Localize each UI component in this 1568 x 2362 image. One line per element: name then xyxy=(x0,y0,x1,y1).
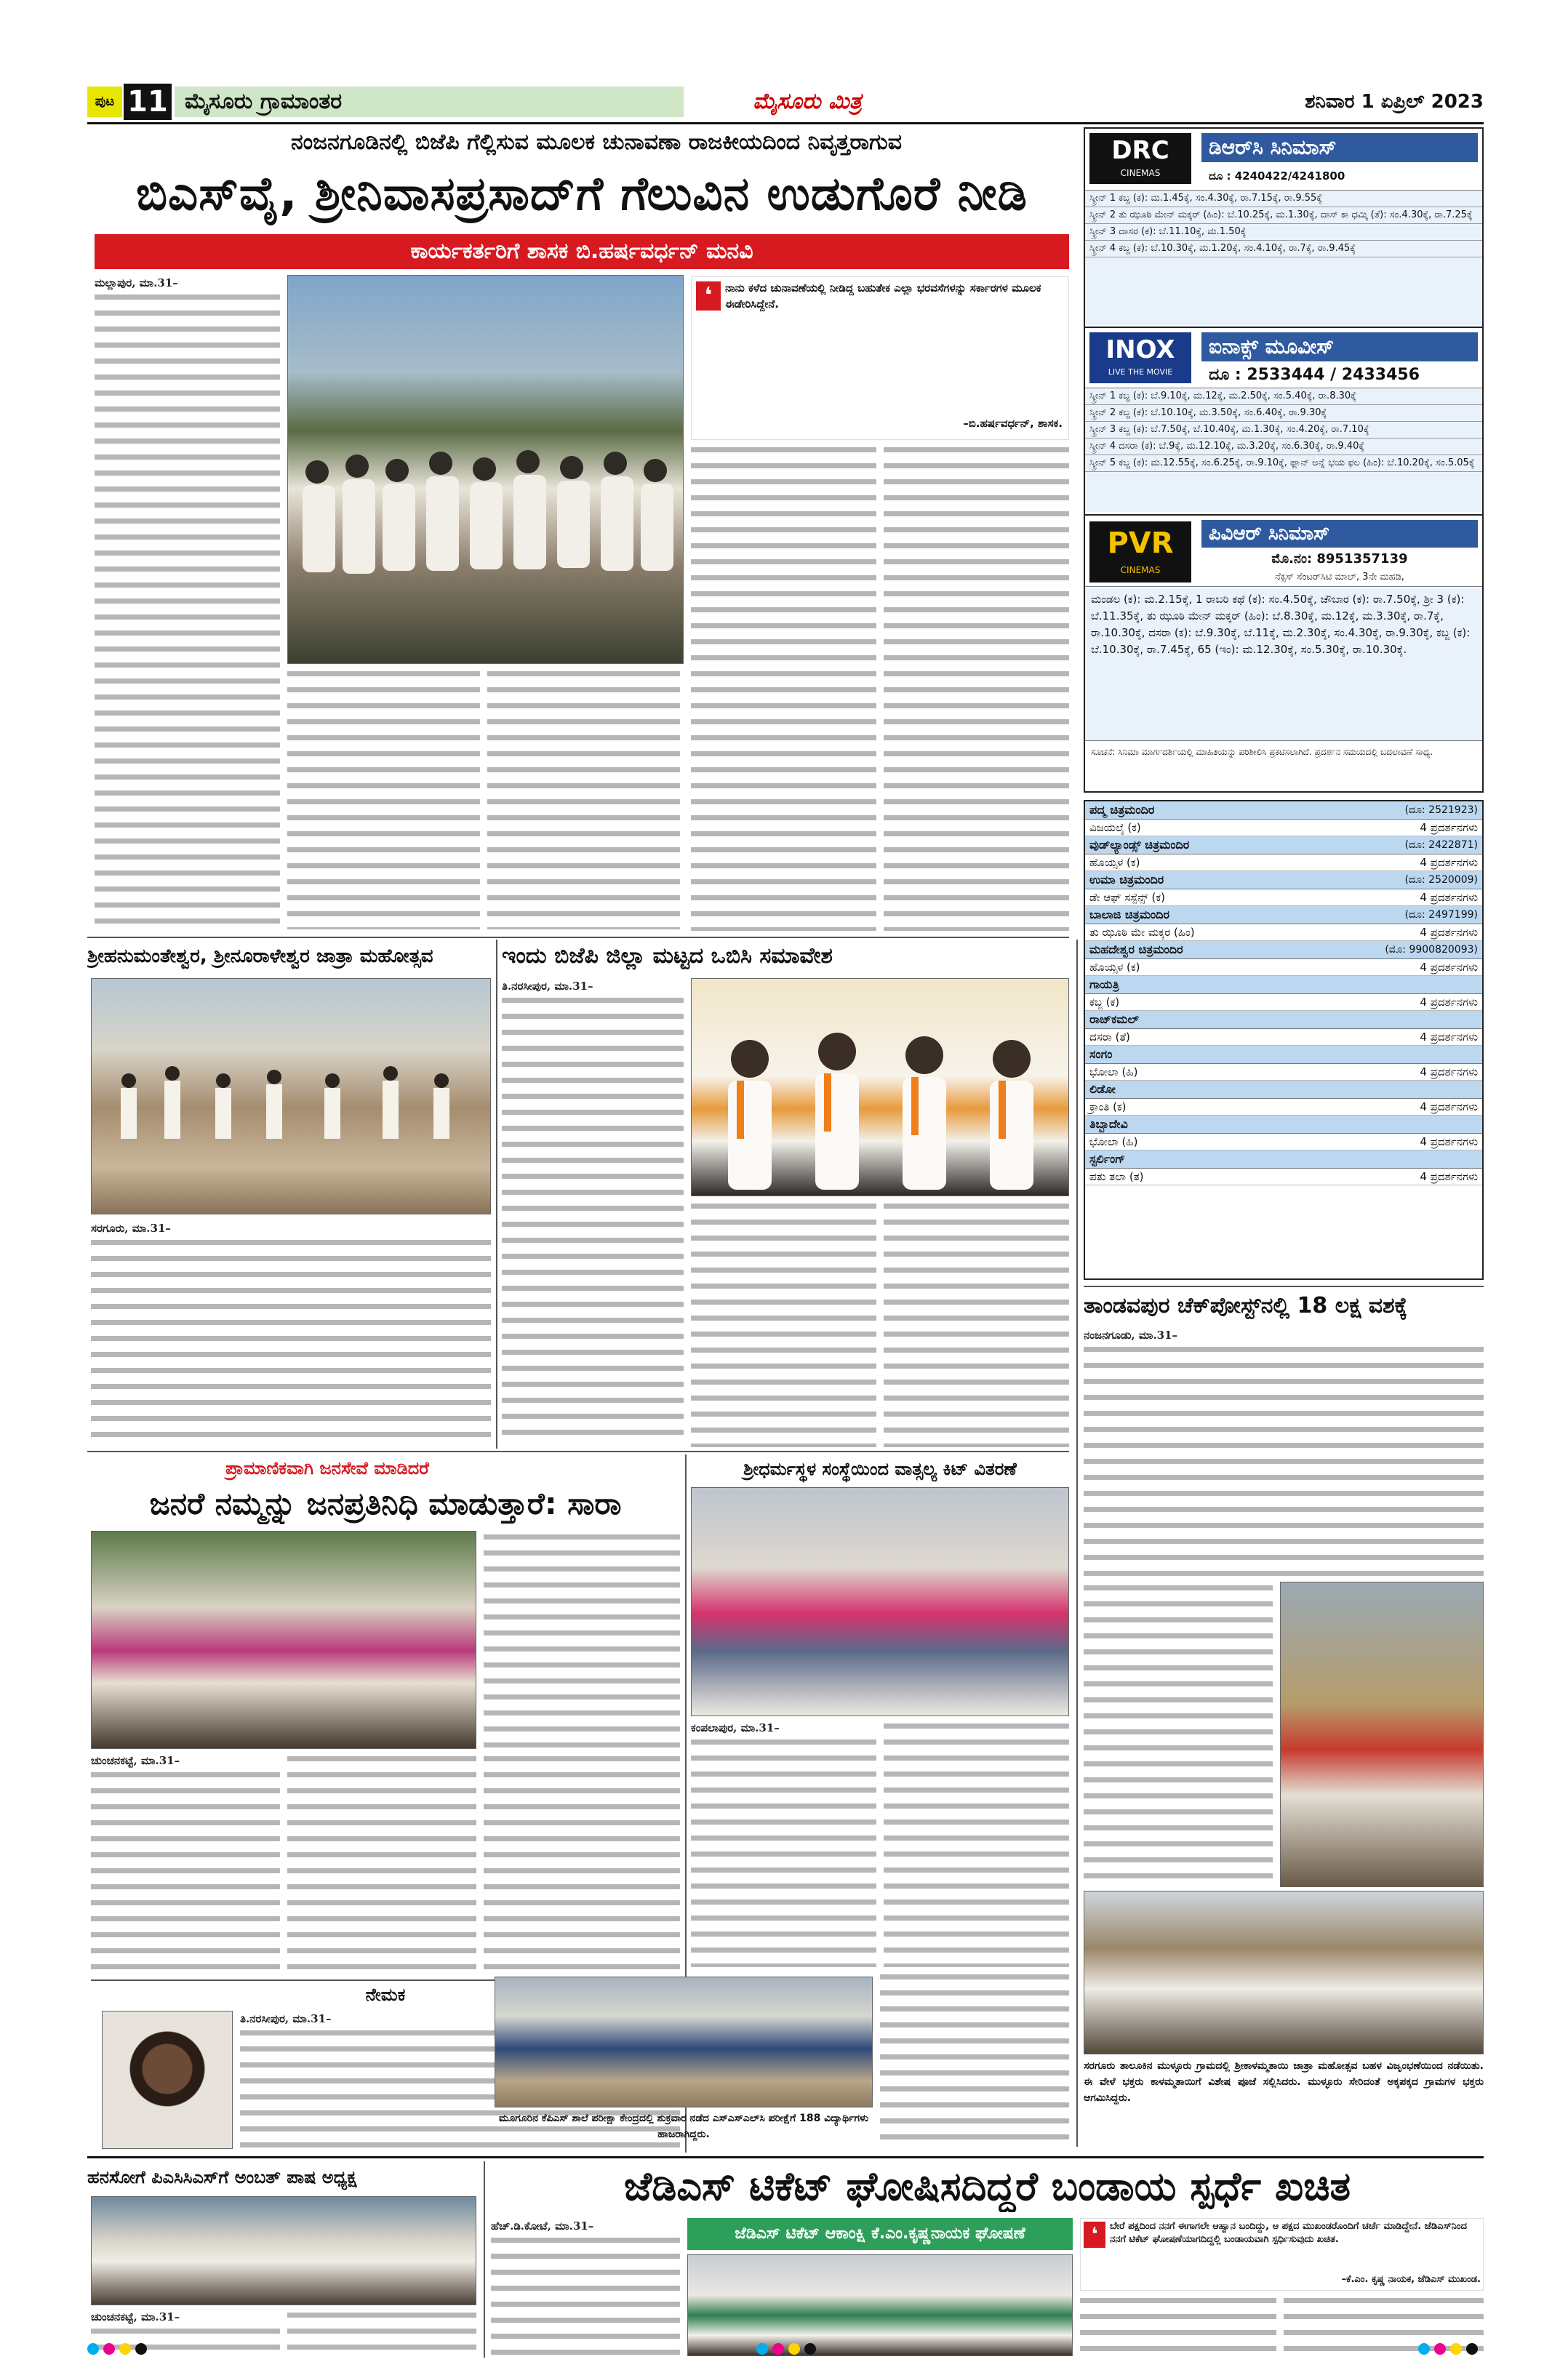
theatre-name: ಉಮಾ ಚಿತ್ರಮಂದಿರ (ದೂ: 2520009) xyxy=(1085,871,1482,889)
obc-body-col3 xyxy=(884,1200,1069,1447)
theatre-name: ಸ್ಟರ್ಲಿಂಗ್ xyxy=(1085,1150,1482,1169)
registration-dot-icon xyxy=(772,2343,784,2355)
lead-body-col4 xyxy=(691,444,876,931)
inox-showtimes xyxy=(1085,388,1482,512)
theatre-name: ರಾಜ್‌ಕಮಲ್ xyxy=(1085,1011,1482,1029)
lead-body-col5 xyxy=(884,444,1069,931)
registration-dot-icon xyxy=(1418,2343,1430,2355)
saara-body-col4 xyxy=(484,1753,680,1974)
page-label: ಪುಟ xyxy=(87,87,122,117)
jatre-procession-photo-2 xyxy=(1084,1891,1484,2054)
saara-body-col1: ಚುಂಚನಕಟ್ಟೆ, ಮಾ.31– xyxy=(91,1753,280,1974)
drc-name: ಡಿಆರ್‌ಸಿ ಸಿನಿಮಾಸ್ xyxy=(1201,133,1478,162)
showtime-row: ಸ್ಕ್ರೀನ್ 1 ಕಬ್ಜ (ಕ): ಬೆ.9.10ಕ್ಕೆ, ಮ.12ಕ್ಕೆ, ಮ.2.50ಕ್ಕೆ, ಸಂ.5.40ಕ್ಕೆ, ರಾ.8.30ಕ್ಕೆ xyxy=(1085,388,1482,405)
registration-dot-icon xyxy=(756,2343,768,2355)
paper-name: ಮೈಸೂರು ಮಿತ್ರ xyxy=(753,89,862,114)
nemaka-body: ತಿ.ನರಸೀಪುರ, ಮಾ.31– xyxy=(240,2011,680,2149)
theatre-movie-row: ಹೊಯ್ಸಳ (ಕ) 4 ಪ್ರದರ್ಶನಗಳು xyxy=(1085,959,1482,976)
registration-dot-icon xyxy=(804,2343,816,2355)
lead-quote-box xyxy=(691,276,1069,440)
issue-date: ಶನಿವಾರ 1 ಏಪ್ರಿಲ್ 2023 xyxy=(1305,91,1484,113)
checkpost-headline: ತಾಂಡವಪುರ ಚೆಕ್‌ಪೋಸ್ಟ್‌ನಲ್ಲಿ 18 ಲಕ್ಷ ವಶಕ್ಕೆ xyxy=(1084,1293,1408,1318)
theatre-movie-row: ಡೇ ಆಫ್ ಸಸ್ಪೆನ್ಸ್ (ಕ) 4 ಪ್ರದರ್ಶನಗಳು xyxy=(1085,889,1482,906)
theatre-movie-row: ಭೋಲಾ (ಹಿ) 4 ಪ್ರದರ್ಶನಗಳು xyxy=(1085,1064,1482,1081)
showtime-row: ಸ್ಕ್ರೀನ್ 2 ಕಬ್ಜ (ಕ): ಬೆ.10.10ಕ್ಕೆ, ಮ.3.50ಕ್ಕೆ, ಸಂ.6.40ಕ್ಕೆ, ರಾ.9.30ಕ್ಕೆ xyxy=(1085,405,1482,422)
checkpost-photo-caption: ಸರಗೂರು ತಾಲೂಕಿನ ಮುಳ್ಳೂರು ಗ್ರಾಮದಲ್ಲಿ ಶ್ರೀಕಾಳಮ್ಮತಾಯಿ ಜಾತ್ರಾ ಮಹೋತ್ಸವ ಬಹಳ ವಿಜೃಂಭಣೆಯಿಂದ ನಡೆಯಿತು. ಈ ವೇಳೆ ಭಕ್ತರು ಕಾಳಮ್ಮತಾಯಿಗೆ ವಿಶೇಷ ಪೂಜೆ ಸಲ್ಲಿಸಿದರು. ಮುಳ್ಳೂರು ಸೇರಿದಂತೆ ಅಕ್ಕಪಕ್ಕದ ಗ್ರಾಮಗಳ ಭಕ್ತರು ಆಗಮಿಸಿದ್ದರು. xyxy=(1084,2060,1484,2104)
showtime-row: ಸ್ಕ್ರೀನ್ 2 ತು ಝೂಠಿ ಮೇನ್ ಮಕ್ಕರ್ (ಹಿಂ): ಬೆ.10.25ಕ್ಕೆ, ಮ.1.30ಕ್ಕೆ, ದಾಸ್ ಕಾ ಧಮ್ಕಿ (ತೆ): ಸಂ.4.30ಕ್ಕೆ, ರಾ.7.25ಕ್ಕೆ xyxy=(1085,207,1482,224)
jds-headline: ಜೆಡಿಎಸ್ ಟಿಕೆಟ್ ಘೋಷಿಸದಿದ್ದರೆ ಬಂಡಾಯ ಸ್ಪರ್ಧೆ ಖಚಿತ xyxy=(623,2163,1351,2209)
cinema-guide xyxy=(1084,127,1484,793)
lead-body-col1 xyxy=(95,275,280,929)
color-registration-left xyxy=(87,2343,233,2358)
theatre-list xyxy=(1084,800,1484,1280)
lead-body-col2 xyxy=(287,668,480,929)
jds-body-col1: ಹೆಚ್.ಡಿ.ಕೋಟೆ, ಮಾ.31– xyxy=(491,2218,680,2356)
checkpost-body-col2 xyxy=(1084,1582,1273,1887)
theatre-name: ಸಂಗಂ xyxy=(1085,1046,1482,1064)
theatre-movie-row: ಭೋಲಾ (ಹಿ) 4 ಪ್ರದರ್ಶನಗಳು xyxy=(1085,1134,1482,1150)
registration-dot-icon xyxy=(87,2343,99,2355)
registration-dot-icon xyxy=(103,2343,115,2355)
jatre-photo xyxy=(91,978,491,1214)
showtime-row: ಸ್ಕ್ರೀನ್ 3 ಕಬ್ಜ (ಕ): ಬೆ.7.50ಕ್ಕೆ, ಬೆ.10.40ಕ್ಕೆ, ಮ.1.30ಕ್ಕೆ, ಸಂ.4.20ಕ್ಕೆ, ರಾ.7.10ಕ್ಕೆ xyxy=(1085,422,1482,439)
jds-photo xyxy=(687,2254,1073,2356)
lead-headline: ಬಿಎಸ್‌ವೈ, ಶ್ರೀನಿವಾಸಪ್ರಸಾದ್‌ಗೆ ಗೆಲುವಿನ ಉಡುಗೊರೆ ನೀಡಿ xyxy=(136,167,1028,221)
theatre-movie-row: ವಿಜಯಲ್ಕೆ (ಕ) 4 ಪ್ರದರ್ಶನಗಳು xyxy=(1085,820,1482,836)
jds-subhead: ಜೆಡಿಎಸ್ ಟಿಕೆಟ್ ಆಕಾಂಕ್ಷಿ ಕೆ.ಎಂ.ಕೃಷ್ಣನಾಯಕ ಘೋಷಣೆ xyxy=(687,2218,1073,2250)
pvr-address: ನೆಕ್ಸಸ್ ಸೆಂಟರ್‌ಸಿಟಿ ಮಾಲ್, 3ನೇ ಮಹಡಿ, xyxy=(1275,572,1404,583)
masthead xyxy=(87,84,1484,120)
drc-phone: ದೂ : 4240422/4241800 xyxy=(1209,169,1345,183)
registration-dot-icon xyxy=(788,2343,800,2355)
theatre-movie-row: ಕಬ್ಜ (ಕ) 4 ಪ್ರದರ್ಶನಗಳು xyxy=(1085,994,1482,1011)
lead-body-col3 xyxy=(487,668,680,929)
registration-dot-icon xyxy=(119,2343,131,2355)
theatre-movie-row: ಪತು ತಲಾ (ತ) 4 ಪ್ರದರ್ಶನಗಳು xyxy=(1085,1169,1482,1185)
theatre-name: ವುಡ್‌ಲ್ಯಾಂಡ್ಸ್ ಚಿತ್ರಮಂದಿರ (ದೂ: 2422871) xyxy=(1085,836,1482,854)
jatre-procession-photo-1 xyxy=(1280,1582,1484,1887)
jatre-headline: ಶ್ರೀಹನುಮಂತೇಶ್ವರ, ಶ್ರೀನೂರಾಳೇಶ್ವರ ಜಾತ್ರಾ ಮಹೋತ್ಸವ xyxy=(87,945,433,967)
inox-name: ಐನಾಕ್ಸ್ ಮೂವೀಸ್ xyxy=(1201,332,1478,361)
lead-quote-attribution: –ಬಿ.ಹರ್ಷವರ್ಧನ್, ಶಾಸಕ. xyxy=(963,417,1063,430)
obc-body-col1: ತಿ.ನರಸೀಪುರ, ಮಾ.31– xyxy=(502,978,684,1447)
quote-mark-icon: ❛ xyxy=(696,281,721,311)
obc-body-col2 xyxy=(691,1200,876,1447)
kit-photo xyxy=(691,1487,1069,1716)
lead-dateline: ಮಲ್ಲಾಪುರ, ಮಾ.31– xyxy=(95,276,178,289)
saara-body-col2 xyxy=(287,1753,476,1974)
showtime-row: ಸ್ಕ್ರೀನ್ 4 ದಸರಾ (ಕ): ಬೆ.9ಕ್ಕೆ, ಮ.12.10ಕ್ಕೆ, ಮ.3.20ಕ್ಕೆ, ಸಂ.6.30ಕ್ಕೆ, ರಾ.9.40ಕ್ಕೆ xyxy=(1085,439,1482,455)
pvr-phone: ಮೊ.ನಂ: 8951357139 xyxy=(1271,551,1408,567)
saara-body-col3 xyxy=(484,1531,680,1749)
showtime-row: ಸ್ಕ್ರೀನ್ 1 ಕಬ್ಜ (ಕ): ಮ.1.45ಕ್ಕೆ, ಸಂ.4.30ಕ್ಕೆ, ರಾ.7.15ಕ್ಕೆ, ರಾ.9.55ಕ್ಕೆ xyxy=(1085,191,1482,207)
theatre-name: ತಿಬ್ಬಾದೇವಿ xyxy=(1085,1116,1482,1134)
saara-kicker: ಪ್ರಾಮಾಣಿಕವಾಗಿ ಜನಸೇವೆ ಮಾಡಿದರೆ xyxy=(225,1458,429,1478)
kit-body-col3 xyxy=(880,1971,1069,2149)
registration-dot-icon xyxy=(1450,2343,1462,2355)
theatre-name: ಲಿಡೋ xyxy=(1085,1081,1482,1099)
theatre-movie-row: ಕ್ರಾಂತಿ (ಕ) 4 ಪ್ರದರ್ಶನಗಳು xyxy=(1085,1099,1482,1116)
lead-quote-text: ನಾನು ಕಳೆದ ಚುನಾವಣೆಯಲ್ಲಿ ನೀಡಿದ್ದ ಬಹುತೇಕ ಎಲ್ಲಾ ಭರವಸೆಗಳನ್ನು ಸರ್ಕಾರಗಳ ಮೂಲಕ ಈಡೇರಿಸಿದ್ದೇನೆ. xyxy=(725,281,1041,311)
sslc-photo-caption: ಮೂಗೂರಿನ ಕೆಪಿಎಸ್ ಶಾಲೆ ಪರೀಕ್ಷಾ ಕೇಂದ್ರದಲ್ಲಿ ಶುಕ್ರವಾರ ನಡೆದ ಎಸ್‌ಎಸ್‌ಎಲ್‌ಸಿ ಪರೀಕ್ಷೆಗೆ 188 ವಿದ್ಯಾರ್ಥಿಗಳು ಹಾಜರಾಗಿದ್ದರು. xyxy=(498,2113,869,2140)
theatre-name: ಬಾಲಾಜಿ ಚಿತ್ರಮಂದಿರ (ದೂ: 2497199) xyxy=(1085,906,1482,924)
lead-kicker: ನಂಜನಗೂಡಿನಲ್ಲಿ ಬಿಜೆಪಿ ಗೆಲ್ಲಿಸುವ ಮೂಲಕ ಚುನಾವಣಾ ರಾಜಕೀಯದಿಂದ ನಿವೃತ್ತರಾಗುವ xyxy=(291,129,902,155)
pvr-showtimes: ಮಂಡಲ (ಕ): ಮ.2.15ಕ್ಕೆ, 1 ರಾಬರಿ ಕಥೆ (ಕ): ಸಂ.4.50ಕ್ಕೆ, ಚೌಬಾರ (ಕ): ರಾ.7.50ಕ್ಕೆ, ಶ್ರೀ 3 (ಕ): ಬೆ.11.35ಕ್ಕೆ, ತು ಝೂಠಿ ಮೇನ್ ಮಕ್ಕರ್ (ಹಿಂ): ಬೆ.8.30ಕ್ಕೆ, ಮ.12ಕ್ಕೆ, ಮ.3.30ಕ್ಕೆ, ರಾ.7ಕ್ಕೆ, ರಾ.10.30ಕ್ಕೆ, ದಸರಾ (ಕ): ಬೆ.9.30ಕ್ಕೆ, ಬೆ.11ಕ್ಕೆ, ಮ.2.30ಕ್ಕೆ, ಸಂ.4.30ಕ್ಕೆ, ರಾ.9.30ಕ್ಕೆ, ಕಬ್ಜ (ಕ): ಬೆ.10.30ಕ್ಕೆ, ರಾ.7.45ಕ್ಕೆ, 65 (ಇಂ): ಮ.12.30ಕ್ಕೆ, ಸಂ.5.30ಕ್ಕೆ, ರಾ.10.30ಕ್ಕೆ. xyxy=(1085,588,1482,741)
kit-body-col2 xyxy=(884,1720,1069,1967)
obc-photo xyxy=(691,978,1069,1196)
registration-dot-icon xyxy=(1466,2343,1478,2355)
theatre-name: ಗಾಯತ್ರಿ xyxy=(1085,976,1482,994)
hanasoge-body-col1: ಚುಂಚನಕಟ್ಟೆ, ಮಾ.31– xyxy=(91,2309,280,2356)
quote-mark-icon: ❛ xyxy=(1084,2222,1105,2248)
drc-logo: DRC CINEMAS xyxy=(1089,133,1191,184)
theatre-movie-row: ಹೊಯ್ಸಳ (ಕ) 4 ಪ್ರದರ್ಶನಗಳು xyxy=(1085,854,1482,871)
section-title: ಮೈಸೂರು ಗ್ರಾಮಾಂತರ xyxy=(175,87,684,117)
inox-phone: ದೂ : 2533444 / 2433456 xyxy=(1209,366,1420,384)
checkpost-body: ನಂಜನಗೂಡು, ಮಾ.31– xyxy=(1084,1327,1484,1578)
jds-quote-attribution: –ಕೆ.ಎಂ. ಕೃಷ್ಣ ನಾಯಕ, ಜೆಡಿಎಸ್ ಮುಖಂಡ. xyxy=(1341,2274,1481,2285)
nemaka-headline: ನೇಮಕ xyxy=(365,1985,406,2005)
registration-dot-icon xyxy=(1434,2343,1446,2355)
theatre-movie-row: ದಸರಾ (ತೆ) 4 ಪ್ರದರ್ಶನಗಳು xyxy=(1085,1029,1482,1046)
theatre-name: ಮಹದೇಶ್ವರ ಚಿತ್ರಮಂದಿರ (ಮೊ: 9900820093) xyxy=(1085,941,1482,959)
pvr-logo: PVR CINEMAS xyxy=(1089,521,1191,583)
page-number: 11 xyxy=(124,84,172,120)
kit-headline: ಶ್ರೀಧರ್ಮಸ್ಥಳ ಸಂಸ್ಥೆಯಿಂದ ವಾತ್ಸಲ್ಯ ಕಿಟ್ ವಿತರಣೆ xyxy=(743,1459,1017,1479)
theatre-name: ಪದ್ಮ ಚಿತ್ರಮಂದಿರ (ದೂ: 2521923) xyxy=(1085,801,1482,820)
saara-photo xyxy=(91,1531,476,1749)
showtime-row: ಸ್ಕ್ರೀನ್ 3 ದಾಸರ (ಕ): ಬೆ.11.10ಕ್ಕೆ, ಮ.1.50ಕ್ಕೆ xyxy=(1085,224,1482,241)
color-registration-right xyxy=(1418,2343,1564,2358)
hanasoge-photo xyxy=(91,2196,476,2305)
jds-quote-text: ಬೇರೆ ಪಕ್ಷದಿಂದ ನನಗೆ ಈಗಾಗಲೇ ಆಹ್ವಾನ ಬಂದಿದ್ದು, ಆ ಪಕ್ಷದ ಮುಖಂಡರೊಂದಿಗೆ ಚರ್ಚೆ ಮಾಡಿದ್ದೇನೆ. ಜೆಡಿಎಸ್‌ನಿಂದ ನನಗೆ ಟಿಕೆಟ್ ಘೋಷಣೆಯಾಗದಿದ್ದಲ್ಲಿ ಬಂಡಾಯವಾಗಿ ಸ್ಪರ್ಧಿಸುವುದು ಖಚಿತ. xyxy=(1110,2221,1467,2245)
drc-showtimes xyxy=(1085,191,1482,325)
color-registration-center xyxy=(756,2343,902,2358)
sslc-exam-photo xyxy=(495,1977,873,2107)
saara-headline: ಜನರೆ ನಮ್ಮನ್ನು ಜನಪ್ರತಿನಿಧಿ ಮಾಡುತ್ತಾರೆ: ಸಾರಾ xyxy=(149,1486,622,1521)
hanasoge-body-col2 xyxy=(287,2309,476,2356)
theatre-movie-row: ತು ಝೂಠಿ ಮೇ ಮಕ್ಕರ (ಹಿಂ) 4 ಪ್ರದರ್ಶನಗಳು xyxy=(1085,924,1482,941)
showtime-row: ಸ್ಕ್ರೀನ್ 5 ಕಬ್ಜ (ಕ): ಮ.12.55ಕ್ಕೆ, ಸಂ.6.25ಕ್ಕೆ, ರಾ.9.10ಕ್ಕೆ, ಫ್ಲಾನ್ ಅನ್ನೆ ಭಯ ಫಲ (ಹಿಂ): ಬೆ.10.20ಕ್ಕೆ, ಸಂ.5.05ಕ್ಕೆ xyxy=(1085,455,1482,472)
inox-logo: INOX LIVE THE MOVIE xyxy=(1089,332,1191,383)
obc-headline: ಇಂದು ಬಿಜೆಪಿ ಜಿಲ್ಲಾ ಮಟ್ಟದ ಒಬಿಸಿ ಸಮಾವೇಶ xyxy=(502,943,833,969)
pvr-name: ಪಿವಿಆರ್ ಸಿನಿಮಾಸ್ xyxy=(1201,520,1478,548)
kit-body-col1: ಕಂಪಲಾಪುರ, ಮಾ.31– xyxy=(691,1720,876,1967)
jds-quote-box xyxy=(1080,2218,1484,2291)
registration-dot-icon xyxy=(135,2343,147,2355)
lead-subhead: ಕಾರ್ಯಕರ್ತರಿಗೆ ಶಾಸಕ ಬಿ.ಹರ್ಷವರ್ಧನ್ ಮನವಿ xyxy=(95,234,1069,269)
jds-body-col2 xyxy=(1080,2294,1276,2356)
lead-photo xyxy=(287,275,684,664)
showtime-row: ಸ್ಕ್ರೀನ್ 4 ಕಬ್ಜ (ಕ): ಬೆ.10.30ಕ್ಕೆ, ಮ.1.20ಕ್ಕೆ, ಸಂ.4.10ಕ್ಕೆ, ರಾ.7ಕ್ಕೆ, ರಾ.9.45ಕ್ಕೆ xyxy=(1085,241,1482,257)
jatre-body: ಸರಗೂರು, ಮಾ.31– xyxy=(91,1220,491,1446)
crowd-illustration xyxy=(288,276,684,664)
hanasoge-headline: ಹನಸೋಗೆ ಪಿಎಸಿಸಿಎಸ್‌ಗೆ ಅಂಬತ್ ಪಾಷ ಅಧ್ಯಕ್ಷ xyxy=(87,2167,357,2187)
cinema-note: ಸೂಚನೆ: ಸಿನಿಮಾ ಮಾರ್ಗದರ್ಶಿಯಲ್ಲಿ ಮಾಹಿತಿಯನ್ನು ಪರಿಶೀಲಿಸಿ ಪ್ರಕಟಿಸಲಾಗಿದೆ. ಪ್ರದರ್ಶನ ಸಮಯದಲ್ಲಿ ಬದಲಾವಣೆ ಸಾಧ್ಯ. xyxy=(1091,747,1433,757)
nemaka-portrait xyxy=(102,2011,233,2149)
